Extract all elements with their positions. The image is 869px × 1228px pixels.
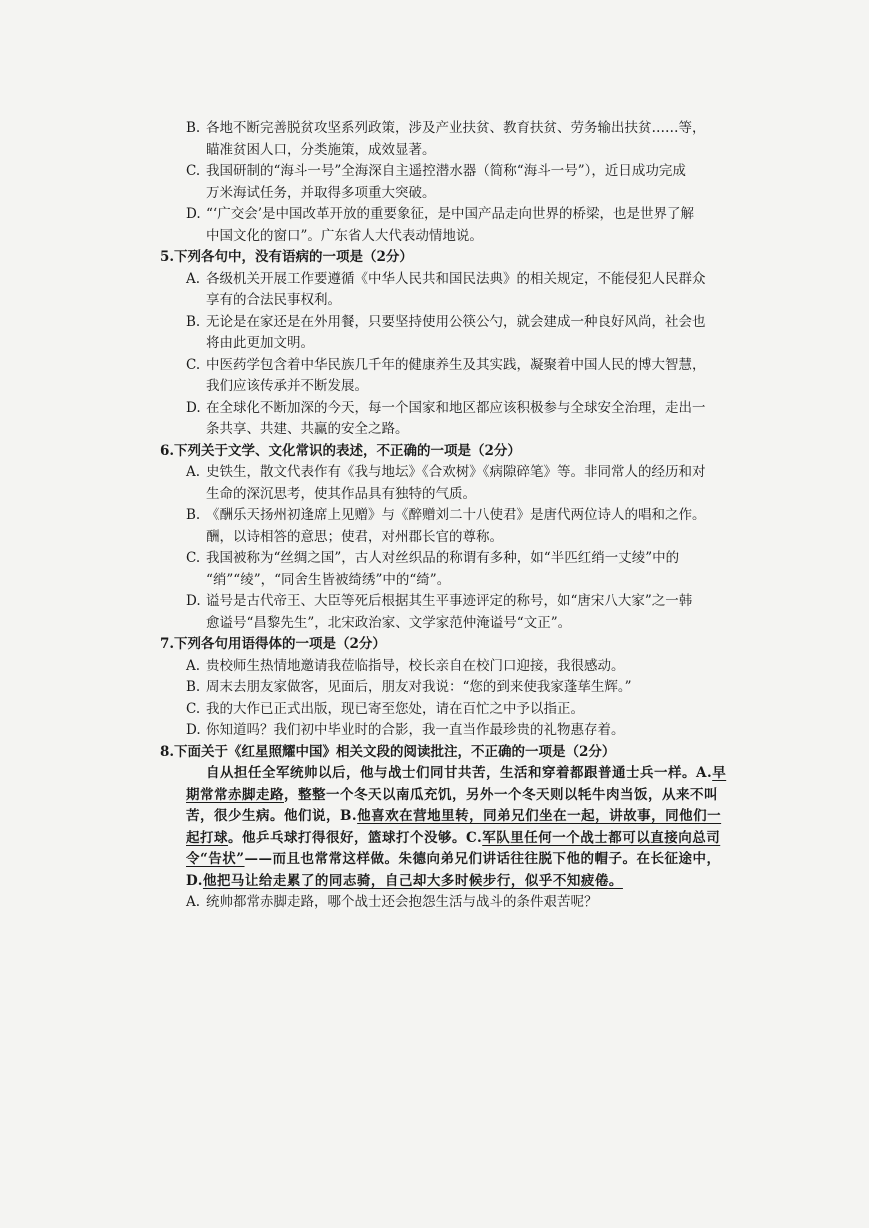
- option-text: 谥号是古代帝王、大臣等死后根据其生平事迹评定的称号，如“唐宋八大家”之一韩: [206, 593, 693, 609]
- option-label: C.: [186, 356, 201, 373]
- q8-option-a: [160, 892, 720, 914]
- option-text-cont: 愈谥号“昌黎先生”，北宋政治家、文学家范仲淹谥号“文正”。: [206, 614, 572, 631]
- option-label: D.: [186, 722, 201, 738]
- option-text: 我国研制的“海斗一号”全海深自主遥控潜水器（简称“海斗一号”），近日成功完成: [206, 163, 686, 179]
- q5-option-d: [160, 398, 720, 441]
- q6-option-d: [160, 591, 720, 634]
- option-text: 《酬乐天扬州初逢席上见赠》与《醉赠刘二十八使君》是唐代两位诗人的唱和之作。: [206, 507, 706, 523]
- option-label: D.: [186, 593, 201, 609]
- option-text-cont: 万米海试任务，并取得多项重大突破。: [206, 184, 436, 201]
- option-label: C.: [186, 550, 201, 566]
- option-text: 史铁生，散文代表作有《我与地坛》《合欢树》《病隙碎笔》等。非同常人的经历和对: [206, 464, 706, 480]
- question-number: 7.: [160, 636, 175, 652]
- option-label: B.: [186, 507, 201, 523]
- option-label: C.: [186, 700, 201, 717]
- option-label: D.: [186, 206, 201, 222]
- exam-content: [160, 118, 727, 914]
- q4-option-b: [160, 118, 720, 161]
- option-text-cont: 生命的深沉思考，使其作品具有独特的气质。: [206, 485, 476, 502]
- option-text: 你知道吗？我们初中毕业时的合影，我一直当作最珍贵的礼物惠存着。: [206, 722, 625, 738]
- option-text-cont: 中国文化的窗口”。广东省人大代表动情地说。: [206, 227, 483, 244]
- question-number: 8.: [160, 743, 175, 760]
- underlined-text: 他把马让给走累了的同志骑，自己却大多时候步行，似乎不知疲倦。: [202, 872, 623, 889]
- option-text-cont: 酬，以诗相答的意思；使君，对州郡长官的尊称。: [206, 528, 503, 545]
- option-label: A.: [186, 464, 201, 480]
- annotation-label: D.: [186, 872, 203, 889]
- excerpt-line: 令“告状”——而且也常常这样做。朱德向弟兄们讲话往往脱下他的帽子。在长征途中，: [186, 851, 721, 867]
- option-label: B.: [186, 313, 201, 330]
- excerpt-line: 起打球。他乒乓球打得很好，篮球打个没够。C.军队里任何一个战士都可以直接向总司: [186, 829, 721, 846]
- q7-option-d: [160, 720, 720, 742]
- q8-excerpt: [160, 763, 727, 892]
- underlined-text: 早: [712, 765, 727, 781]
- option-text: 我国被称为“丝绸之国”，古人对丝织品的称谓有多种，如“半匹红绡一丈绫”中的: [206, 550, 680, 566]
- question-text: 下列关于文学、文化常识的表述，不正确的一项是（2分）: [174, 442, 521, 459]
- q6-option-b: [160, 505, 720, 548]
- underlined-text: 他喜欢在营地里转，同弟兄们坐在一起，讲故事，同他们一: [357, 808, 722, 824]
- underlined-text: 令“告状”: [186, 851, 245, 867]
- option-text: 各级机关开展工作要遵循《中华人民共和国民法典》的相关规定，不能侵犯人民群众: [206, 270, 706, 287]
- option-text-cont: 享有的合法民事权利。: [206, 292, 341, 308]
- option-text-cont: “绡”“绫”，“同舍生皆被绮绣”中的“绮”。: [206, 571, 451, 588]
- option-text: 中医药学包含着中华民族几千年的健康养生及其实践，凝聚着中国人民的博大智慧，: [206, 356, 706, 373]
- q5-option-a: [160, 269, 720, 312]
- option-label: A.: [186, 894, 201, 910]
- q6-option-c: [160, 548, 720, 591]
- q4-option-d: [160, 204, 720, 247]
- excerpt-line: [160, 871, 720, 893]
- q7-option-a: [160, 656, 720, 678]
- question-text: 下面关于《红星照耀中国》相关文段的阅读批注，不正确的一项是（2分）: [174, 743, 616, 760]
- question-number: 5.: [160, 249, 175, 265]
- option-text: 各地不断完善脱贫攻坚系列政策，涉及产业扶贫、教育扶贫、劳务输出扶贫……等，: [206, 120, 706, 136]
- option-text: 我的大作已正式出版，现已寄至您处，请在百忙之中予以指正。: [206, 700, 584, 717]
- excerpt-line: 自从担任全军统帅以后，他与战士们同甘共苦，生活和穿着都跟普通士兵一样。A.早: [206, 765, 727, 781]
- option-text: 无论是在家还是在外用餐，只要坚持使用公筷公勺，就会建成一种良好风尚，社会也: [206, 313, 706, 330]
- excerpt-line: 苦，很少生病。他们说，B.他喜欢在营地里转，同弟兄们坐在一起，讲故事，同他们一: [186, 808, 722, 824]
- excerpt-line: 期常常赤脚走路，整整一个冬天以南瓜充饥，另外一个冬天则以牦牛肉当饭，从来不叫: [186, 786, 718, 803]
- option-label: C.: [186, 163, 201, 179]
- q7-option-b: [160, 677, 720, 699]
- q7-stem: [160, 634, 720, 656]
- q7-option-c: [160, 699, 720, 721]
- question-text: 下列各句中，没有语病的一项是（2分）: [174, 249, 413, 265]
- option-label: D.: [186, 399, 201, 416]
- q4-option-c: [160, 161, 720, 204]
- underlined-text: 期常常赤脚走路: [186, 786, 284, 803]
- option-label: B.: [186, 679, 201, 695]
- underlined-text: 起打球: [186, 829, 228, 846]
- underlined-text: 军队里任何一个战士都可以直接向总司: [482, 829, 721, 846]
- option-text: 周末去朋友家做客，见面后，朋友对我说：“您的到来使我家蓬荜生辉。”: [206, 679, 632, 695]
- annotation-label: A.: [696, 765, 713, 781]
- option-text: 在全球化不断加深的今天，每一个国家和地区都应该积极参与全球安全治理，走出一: [206, 399, 706, 416]
- option-text: 统帅都常赤脚走路，哪个战士还会抱怨生活与战斗的条件艰苦呢？: [206, 894, 598, 910]
- option-label: B.: [186, 120, 201, 136]
- option-text: 贵校师生热情地邀请我莅临指导，校长亲自在校门口迎接，我很感动。: [206, 657, 625, 674]
- option-text-cont: 将由此更加文明。: [206, 335, 314, 351]
- option-text-cont: 条共享、共建、共赢的安全之路。: [206, 421, 409, 437]
- q6-option-a: [160, 462, 720, 505]
- option-text-cont: 我们应该传承并不断发展。: [206, 378, 368, 394]
- question-text: 下列各句用语得体的一项是（2分）: [174, 636, 386, 652]
- option-text-cont: 瞄准贫困人口，分类施策，成效显著。: [206, 141, 436, 158]
- q5-option-c: [160, 355, 720, 398]
- option-text: “‘广交会’是中国改革开放的重要象征，是中国产品走向世界的桥梁，也是世界了解: [206, 206, 694, 222]
- option-label: A.: [186, 657, 201, 674]
- question-number: 6.: [160, 442, 175, 459]
- q5-option-b: [160, 312, 720, 355]
- q8-stem: [160, 742, 720, 764]
- q5-stem: [160, 247, 720, 269]
- option-label: A.: [186, 270, 201, 287]
- q6-stem: [160, 441, 720, 463]
